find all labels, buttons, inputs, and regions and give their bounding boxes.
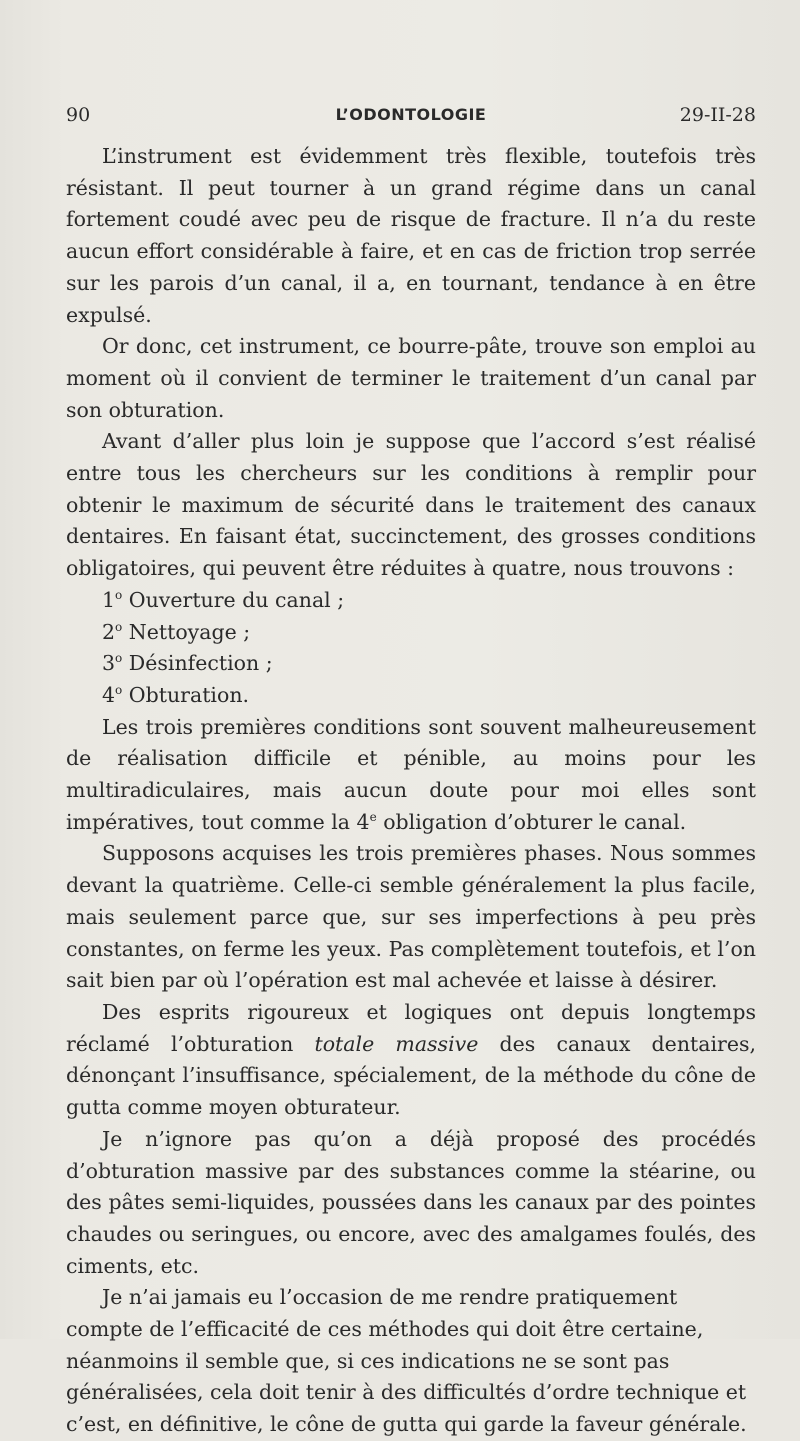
- page-number: 90: [66, 104, 91, 126]
- journal-title: L’ODONTOLOGIE: [335, 105, 487, 124]
- issue-date: 29-II-28: [679, 104, 756, 126]
- list-text: Ouverture du canal ;: [122, 587, 345, 612]
- list-ordinal: o: [115, 588, 123, 603]
- paragraph-conditions: Avant d’aller plus loin je suppose que l’accord s’est réalisé entre tous les chercheurs sur les conditions à remplir pour obtenir le maximum de sécurité dans le traitement des canaux dentaires. En faisant état, succinctement, des grosses conditions obligatoires, qui peuvent être réduites à quatre, nous trouvons :: [66, 429, 756, 581]
- list-item: [66, 648, 756, 680]
- paragraph-proposed-methods: Je n’ignore pas qu’on a déjà proposé des procédés d’obturation massive par des substances comme la stéarine, ou des pâtes semi-liquides, poussées dans les canaux par des pointes chaudes ou seringues, ou encore, avec des amalgames foulés, des ciments, etc.: [66, 1126, 756, 1278]
- list-ordinal: o: [115, 651, 123, 666]
- p6-emphasis: totale massive: [314, 1031, 479, 1056]
- list-number: 1: [102, 587, 116, 612]
- list-item: [66, 680, 756, 712]
- running-header: [66, 104, 756, 130]
- list-item: [66, 617, 756, 649]
- list-ordinal: o: [115, 619, 123, 634]
- list-text: Désinfection ;: [122, 651, 273, 676]
- list-ordinal: o: [115, 683, 123, 698]
- list-text: Nettoyage ;: [122, 619, 251, 644]
- body-text: [66, 141, 756, 1441]
- p6-text-before: Des esprits rigoureux et logiques ont depuis longtemps réclamé l’obturation: [66, 999, 756, 1056]
- list-number: 4: [102, 682, 116, 707]
- paragraph-instrument: L’instrument est évidemment très flexible, toutefois très résistant. Il peut tourner à un grand régime dans un canal fortement coudé avec peu de risque de fracture. Il n’a du reste aucun effort considérable à faire, et en cas de friction trop serrée sur les parois d’un canal, il a, en tournant, tendance à en être expulsé.: [66, 144, 756, 327]
- p4-text-after: obligation d’obturer le canal.: [376, 809, 687, 834]
- paragraph-massive-obturation: [66, 997, 756, 1124]
- list-number: 2: [102, 619, 116, 644]
- p4-text-before: Les trois premières conditions sont souvent malheureusement de réalisation difficile et pénible, au moins pour les multiradiculaires, mais aucun doute pour moi elles sont impératives, tout comme la 4: [66, 714, 756, 834]
- paragraph-bourre-pate: Or donc, cet instrument, ce bourre-pâte, trouve son emploi au moment où il convient de terminer le traitement d’un canal par son obturation.: [66, 334, 756, 422]
- paragraph-conclusion: Je n’ai jamais eu l’occasion de me rendre pratiquement compte de l’efficacité de ces méthodes qui doit être certaine, néanmoins il semble que, si ces indications ne se sont pas généralisées, cela doit tenir à des difficultés d’ordre technique et c’est, en définitive, le cône de gutta qui garde la faveur générale.: [66, 1285, 747, 1437]
- p6-text-after: des canaux dentaires, dénonçant l’insuffisance, spécialement, de la méthode du cône de gutta comme moyen obturateur.: [66, 1031, 757, 1120]
- paragraph-fourth-phase: Supposons acquises les trois premières phases. Nous sommes devant la quatrième. Celle-ci semble généralement la plus facile, mais seulement parce que, sur ses imperfections à peu près constantes, on ferme les yeux. Pas complètement toutefois, et l’on sait bien par où l’opération est mal achevée et laisse à désirer.: [66, 841, 756, 993]
- paragraph-difficult-conditions: [66, 712, 756, 839]
- p4-superscript: e: [369, 809, 377, 824]
- list-number: 3: [102, 651, 116, 676]
- list-text: Obturation.: [122, 682, 250, 707]
- list-item: [66, 585, 756, 617]
